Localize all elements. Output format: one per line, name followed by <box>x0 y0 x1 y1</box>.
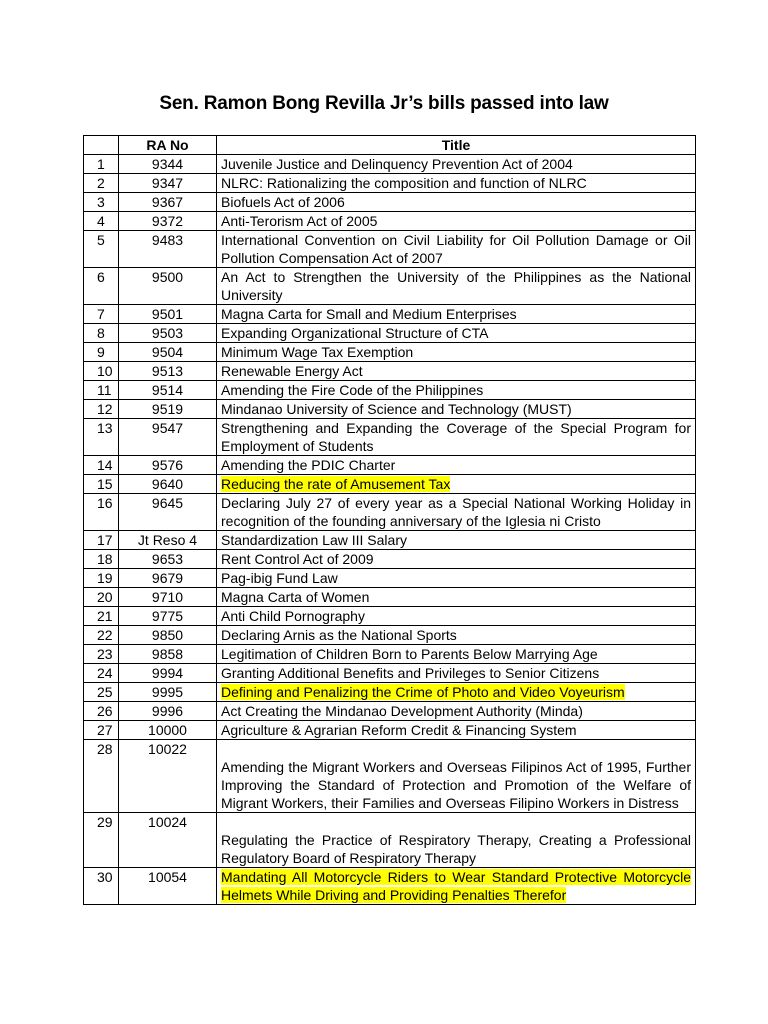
law-title: Amending the PDIC Charter <box>221 457 396 473</box>
table-row <box>84 400 696 419</box>
row-number: 16 <box>84 494 119 531</box>
law-title: Legitimation of Children Born to Parents Below Marrying Age <box>221 646 598 662</box>
law-title-cell <box>217 569 696 588</box>
ra-number: 9367 <box>119 193 217 212</box>
law-title-cell <box>217 645 696 664</box>
ra-number: 9501 <box>119 305 217 324</box>
table-row <box>84 475 696 494</box>
table-row <box>84 362 696 381</box>
ra-number: 9994 <box>119 664 217 683</box>
law-title-cell <box>217 419 696 456</box>
table-row <box>84 813 696 868</box>
law-title-cell <box>217 155 696 174</box>
law-title-cell <box>217 702 696 721</box>
table-body <box>84 155 696 905</box>
ra-number: Jt Reso 4 <box>119 531 217 550</box>
row-number: 22 <box>84 626 119 645</box>
ra-number: 9995 <box>119 683 217 702</box>
row-number: 30 <box>84 868 119 905</box>
ra-number: 9645 <box>119 494 217 531</box>
law-title: Anti Child Pornography <box>221 608 365 624</box>
law-title: Declaring Arnis as the National Sports <box>221 627 457 643</box>
law-title: An Act to Strengthen the University of the Philippines as the National University <box>221 269 691 303</box>
law-title: Pag-ibig Fund Law <box>221 570 338 586</box>
header-ra-no: RA No <box>119 136 217 155</box>
table-row <box>84 155 696 174</box>
law-title: Strengthening and Expanding the Coverage of the Special Program for Employment of Students <box>221 420 691 454</box>
law-title: Amending the Fire Code of the Philippines <box>221 382 484 398</box>
ra-number: 9576 <box>119 456 217 475</box>
law-title-cell <box>217 683 696 702</box>
ra-number: 9775 <box>119 607 217 626</box>
ra-number: 10024 <box>119 813 217 868</box>
ra-number: 9372 <box>119 212 217 231</box>
ra-number: 9640 <box>119 475 217 494</box>
row-number: 19 <box>84 569 119 588</box>
table-row <box>84 456 696 475</box>
table-row <box>84 645 696 664</box>
law-title: NLRC: Rationalizing the composition and function of NLRC <box>221 175 587 191</box>
table-row <box>84 607 696 626</box>
law-title: Act Creating the Mindanao Development Authority (Minda) <box>221 703 583 719</box>
law-title: Biofuels Act of 2006 <box>221 194 345 210</box>
table-row <box>84 212 696 231</box>
table-row <box>84 324 696 343</box>
law-title: Juvenile Justice and Delinquency Prevention Act of 2004 <box>221 156 573 172</box>
law-title-cell <box>217 550 696 569</box>
table-row <box>84 626 696 645</box>
ra-number: 10000 <box>119 721 217 740</box>
table-row <box>84 569 696 588</box>
row-number: 11 <box>84 381 119 400</box>
ra-number: 10054 <box>119 868 217 905</box>
ra-number: 9519 <box>119 400 217 419</box>
row-number: 5 <box>84 231 119 268</box>
highlighted-law-title: Mandating All Motorcycle Riders to Wear Standard Protective Motorcycle Helmets While Driving and Providing Penalties Therefor <box>221 869 691 903</box>
law-title-cell <box>217 588 696 607</box>
law-title-cell <box>217 324 696 343</box>
table-row <box>84 531 696 550</box>
table-row <box>84 343 696 362</box>
row-number: 13 <box>84 419 119 456</box>
row-number: 20 <box>84 588 119 607</box>
table-row <box>84 664 696 683</box>
law-title-cell <box>217 231 696 268</box>
row-number: 4 <box>84 212 119 231</box>
table-row <box>84 868 696 905</box>
table-row <box>84 721 696 740</box>
law-title-cell <box>217 494 696 531</box>
table-row <box>84 702 696 721</box>
row-number: 3 <box>84 193 119 212</box>
law-title-cell <box>217 607 696 626</box>
row-number: 24 <box>84 664 119 683</box>
header-title: Title <box>217 136 696 155</box>
ra-number: 9653 <box>119 550 217 569</box>
table-row <box>84 740 696 813</box>
table-row <box>84 419 696 456</box>
law-title-cell <box>217 381 696 400</box>
law-title-cell <box>217 212 696 231</box>
law-title: Minimum Wage Tax Exemption <box>221 344 414 360</box>
law-title-cell <box>217 475 696 494</box>
ra-number: 9504 <box>119 343 217 362</box>
law-title-cell <box>217 268 696 305</box>
law-title-cell <box>217 305 696 324</box>
law-title: Anti-Terorism Act of 2005 <box>221 213 378 229</box>
table-row <box>84 381 696 400</box>
law-title: Granting Additional Benefits and Privileges to Senior Citizens <box>221 665 600 681</box>
law-title: Expanding Organizational Structure of CTA <box>221 325 489 341</box>
law-title-cell <box>217 456 696 475</box>
ra-number: 9483 <box>119 231 217 268</box>
law-title: Declaring July 27 of every year as a Special National Working Holiday in recognition of the founding anniversary of the Iglesia ni Cristo <box>221 495 691 529</box>
law-title-cell <box>217 531 696 550</box>
table-row <box>84 494 696 531</box>
law-title-cell <box>217 174 696 193</box>
row-number: 12 <box>84 400 119 419</box>
ra-number: 9679 <box>119 569 217 588</box>
law-title: Agriculture & Agrarian Reform Credit & Financing System <box>221 722 577 738</box>
table-row <box>84 231 696 268</box>
law-title-cell <box>217 362 696 381</box>
ra-number: 9513 <box>119 362 217 381</box>
law-title-cell <box>217 664 696 683</box>
law-title-cell <box>217 626 696 645</box>
row-number: 26 <box>84 702 119 721</box>
law-title-cell <box>217 193 696 212</box>
row-number: 10 <box>84 362 119 381</box>
row-number: 2 <box>84 174 119 193</box>
row-number: 23 <box>84 645 119 664</box>
row-number: 9 <box>84 343 119 362</box>
law-title-cell <box>217 813 696 868</box>
law-title: Magna Carta of Women <box>221 589 370 605</box>
row-number: 18 <box>84 550 119 569</box>
row-number: 14 <box>84 456 119 475</box>
law-title: Standardization Law III Salary <box>221 532 407 548</box>
law-title: Amending the Migrant Workers and Overseas Filipinos Act of 1995, Further Improving the Standard of Protection and Promotion of the Welfare of Migrant Workers, their Families and Overseas Filipino Workers in Distress <box>221 759 691 811</box>
ra-number: 9858 <box>119 645 217 664</box>
row-number: 21 <box>84 607 119 626</box>
row-number: 15 <box>84 475 119 494</box>
ra-number: 9850 <box>119 626 217 645</box>
ra-number: 10022 <box>119 740 217 813</box>
table-row <box>84 683 696 702</box>
ra-number: 9514 <box>119 381 217 400</box>
page-title: Sen. Ramon Bong Revilla Jr’s bills passed into law <box>159 93 609 114</box>
table-row <box>84 268 696 305</box>
table-row <box>84 550 696 569</box>
table-row <box>84 305 696 324</box>
ra-number: 9547 <box>119 419 217 456</box>
row-number: 29 <box>84 813 119 868</box>
law-title: Mindanao University of Science and Technology (MUST) <box>221 401 572 417</box>
row-number: 1 <box>84 155 119 174</box>
law-title: Magna Carta for Small and Medium Enterprises <box>221 306 517 322</box>
law-title: International Convention on Civil Liability for Oil Pollution Damage or Oil Pollution Compensation Act of 2007 <box>221 232 691 266</box>
ra-number: 9710 <box>119 588 217 607</box>
ra-number: 9503 <box>119 324 217 343</box>
row-number: 25 <box>84 683 119 702</box>
row-number: 27 <box>84 721 119 740</box>
law-title-cell <box>217 740 696 813</box>
table-row <box>84 174 696 193</box>
law-title-cell <box>217 868 696 905</box>
header-number <box>84 136 119 155</box>
law-title: Rent Control Act of 2009 <box>221 551 374 567</box>
row-number: 6 <box>84 268 119 305</box>
law-title-cell <box>217 400 696 419</box>
laws-table <box>83 135 696 905</box>
table-row <box>84 588 696 607</box>
ra-number: 9500 <box>119 268 217 305</box>
law-title-cell <box>217 721 696 740</box>
row-number: 17 <box>84 531 119 550</box>
law-title: Regulating the Practice of Respiratory Therapy, Creating a Professional Regulatory Board of Respiratory Therapy <box>221 832 691 866</box>
highlighted-law-title: Defining and Penalizing the Crime of Photo and Video Voyeurism <box>221 684 625 700</box>
law-title: Renewable Energy Act <box>221 363 363 379</box>
row-number: 7 <box>84 305 119 324</box>
ra-number: 9347 <box>119 174 217 193</box>
ra-number: 9344 <box>119 155 217 174</box>
highlighted-law-title: Reducing the rate of Amusement Tax <box>221 476 451 492</box>
ra-number: 9996 <box>119 702 217 721</box>
table-row <box>84 193 696 212</box>
row-number: 8 <box>84 324 119 343</box>
row-number: 28 <box>84 740 119 813</box>
law-title-cell <box>217 343 696 362</box>
table-header-row <box>84 136 696 155</box>
